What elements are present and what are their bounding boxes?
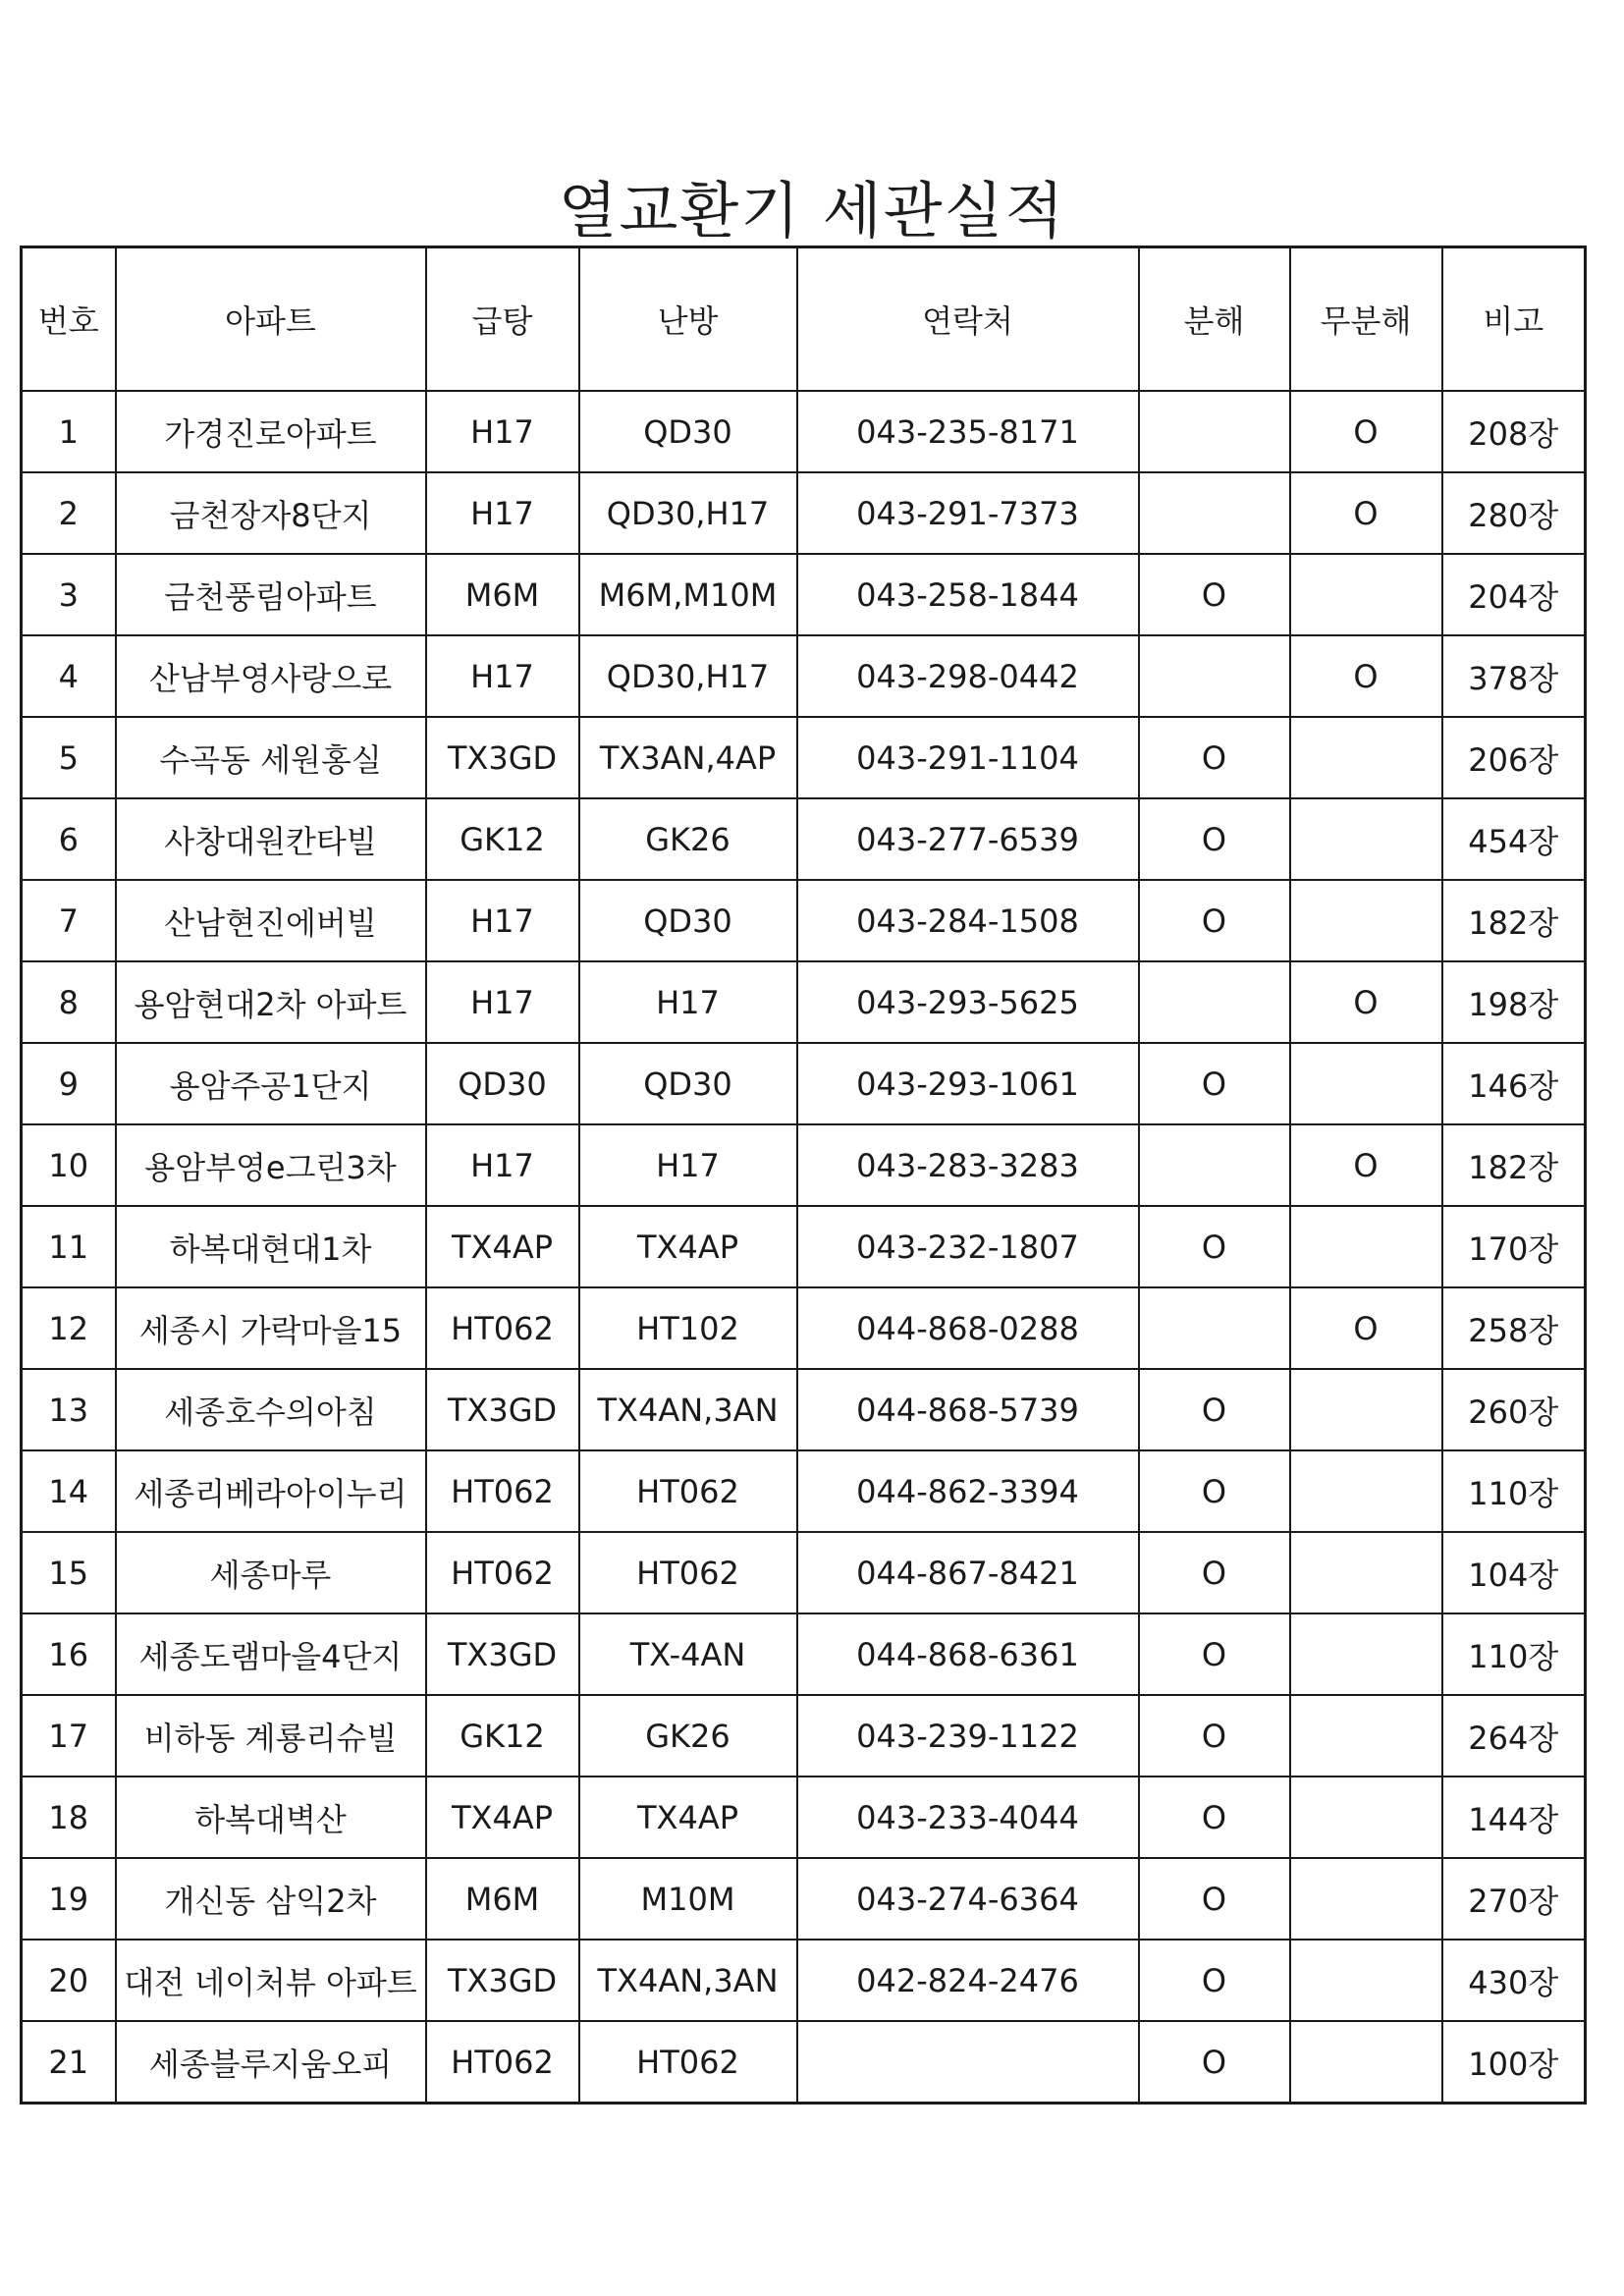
- cell-hot-water: H17: [426, 961, 579, 1043]
- cell-no-disassembly: [1290, 1450, 1442, 1532]
- cell-contact: 043-284-1508: [797, 880, 1139, 961]
- cell-contact: 043-235-8171: [797, 391, 1139, 472]
- column-header-no-disassembly: 무분해: [1290, 247, 1442, 392]
- column-header-disassembly: 분해: [1139, 247, 1290, 392]
- cell-number: 13: [22, 1369, 116, 1450]
- cell-apartment: 산남부영사랑으로: [116, 635, 426, 717]
- cell-no-disassembly: [1290, 798, 1442, 880]
- cell-no-disassembly: [1290, 1369, 1442, 1450]
- cell-hot-water: H17: [426, 472, 579, 554]
- cell-note: 280장: [1442, 472, 1586, 554]
- column-header-apartment: 아파트: [116, 247, 426, 392]
- cell-number: 20: [22, 1940, 116, 2021]
- cell-disassembly: O: [1139, 798, 1290, 880]
- cell-number: 18: [22, 1777, 116, 1858]
- cell-apartment: 금천풍림아파트: [116, 554, 426, 635]
- table-row: [22, 961, 1586, 1043]
- cell-disassembly: [1139, 1287, 1290, 1369]
- table-row: [22, 554, 1586, 635]
- table-row: [22, 1450, 1586, 1532]
- cell-hot-water: H17: [426, 391, 579, 472]
- cell-contact: 043-233-4044: [797, 1777, 1139, 1858]
- table-row: [22, 717, 1586, 798]
- cell-heating: HT102: [579, 1287, 797, 1369]
- cell-disassembly: O: [1139, 1369, 1290, 1450]
- cell-heating: QD30: [579, 391, 797, 472]
- cell-apartment: 사창대원칸타빌: [116, 798, 426, 880]
- cell-note: 170장: [1442, 1206, 1586, 1287]
- cell-number: 11: [22, 1206, 116, 1287]
- cell-contact: 043-291-1104: [797, 717, 1139, 798]
- cell-no-disassembly: [1290, 1206, 1442, 1287]
- cell-disassembly: O: [1139, 1532, 1290, 1613]
- cell-note: 110장: [1442, 1450, 1586, 1532]
- cell-hot-water: HT062: [426, 1532, 579, 1613]
- cell-hot-water: H17: [426, 1124, 579, 1206]
- table-row: [22, 880, 1586, 961]
- cell-note: 204장: [1442, 554, 1586, 635]
- cell-heating: H17: [579, 1124, 797, 1206]
- cell-hot-water: HT062: [426, 1450, 579, 1532]
- cell-apartment: 용암주공1단지: [116, 1043, 426, 1124]
- cell-disassembly: O: [1139, 717, 1290, 798]
- cell-note: 430장: [1442, 1940, 1586, 2021]
- cell-hot-water: QD30: [426, 1043, 579, 1124]
- cell-no-disassembly: O: [1290, 391, 1442, 472]
- cell-apartment: 대전 네이처뷰 아파트: [116, 1940, 426, 2021]
- cell-no-disassembly: [1290, 1532, 1442, 1613]
- cell-no-disassembly: O: [1290, 635, 1442, 717]
- cell-number: 17: [22, 1695, 116, 1777]
- cell-heating: TX3AN,4AP: [579, 717, 797, 798]
- cell-number: 5: [22, 717, 116, 798]
- cell-disassembly: O: [1139, 1695, 1290, 1777]
- cell-contact: 042-824-2476: [797, 1940, 1139, 2021]
- cell-hot-water: HT062: [426, 1287, 579, 1369]
- table-row: [22, 1369, 1586, 1450]
- cell-hot-water: TX4AP: [426, 1777, 579, 1858]
- cell-hot-water: TX3GD: [426, 717, 579, 798]
- table-row: [22, 635, 1586, 717]
- cell-no-disassembly: [1290, 2021, 1442, 2104]
- table-row: [22, 1940, 1586, 2021]
- cell-note: 146장: [1442, 1043, 1586, 1124]
- cell-hot-water: M6M: [426, 1858, 579, 1940]
- cell-no-disassembly: O: [1290, 472, 1442, 554]
- cell-heating: H17: [579, 961, 797, 1043]
- cell-disassembly: O: [1139, 554, 1290, 635]
- table-row: [22, 1695, 1586, 1777]
- cell-heating: TX-4AN: [579, 1613, 797, 1695]
- cell-no-disassembly: O: [1290, 1287, 1442, 1369]
- cell-number: 7: [22, 880, 116, 961]
- cell-heating: M6M,M10M: [579, 554, 797, 635]
- cell-no-disassembly: O: [1290, 961, 1442, 1043]
- cell-heating: TX4AP: [579, 1206, 797, 1287]
- cell-heating: GK26: [579, 1695, 797, 1777]
- cell-apartment: 세종마루: [116, 1532, 426, 1613]
- cell-no-disassembly: [1290, 1613, 1442, 1695]
- cell-contact: 044-862-3394: [797, 1450, 1139, 1532]
- cell-contact: 043-232-1807: [797, 1206, 1139, 1287]
- cell-no-disassembly: [1290, 554, 1442, 635]
- cell-apartment: 개신동 삼익2차: [116, 1858, 426, 1940]
- cell-heating: QD30,H17: [579, 472, 797, 554]
- cell-no-disassembly: [1290, 1777, 1442, 1858]
- cell-note: 104장: [1442, 1532, 1586, 1613]
- table-row: [22, 1777, 1586, 1858]
- cell-contact: 043-293-1061: [797, 1043, 1139, 1124]
- cell-number: 19: [22, 1858, 116, 1940]
- cell-no-disassembly: [1290, 717, 1442, 798]
- cell-apartment: 하복대벽산: [116, 1777, 426, 1858]
- cell-disassembly: [1139, 961, 1290, 1043]
- cell-contact: 043-283-3283: [797, 1124, 1139, 1206]
- cell-heating: TX4AP: [579, 1777, 797, 1858]
- cell-number: 2: [22, 472, 116, 554]
- cell-disassembly: O: [1139, 1450, 1290, 1532]
- cell-apartment: 세종블루지움오피: [116, 2021, 426, 2104]
- cell-note: 198장: [1442, 961, 1586, 1043]
- cell-no-disassembly: [1290, 1043, 1442, 1124]
- cell-number: 10: [22, 1124, 116, 1206]
- column-header-heating: 난방: [579, 247, 797, 392]
- cell-disassembly: O: [1139, 880, 1290, 961]
- cell-disassembly: O: [1139, 1777, 1290, 1858]
- column-header-note: 비고: [1442, 247, 1586, 392]
- cell-number: 16: [22, 1613, 116, 1695]
- cell-contact: 044-868-5739: [797, 1369, 1139, 1450]
- table-row: [22, 1532, 1586, 1613]
- cell-hot-water: GK12: [426, 1695, 579, 1777]
- cell-number: 15: [22, 1532, 116, 1613]
- cell-hot-water: GK12: [426, 798, 579, 880]
- cell-heating: HT062: [579, 1532, 797, 1613]
- cell-heating: GK26: [579, 798, 797, 880]
- cell-hot-water: TX3GD: [426, 1940, 579, 2021]
- table-row: [22, 1613, 1586, 1695]
- table-row: [22, 1124, 1586, 1206]
- header-row: [22, 247, 1586, 392]
- cell-contact: 043-277-6539: [797, 798, 1139, 880]
- cell-no-disassembly: [1290, 1858, 1442, 1940]
- cell-disassembly: O: [1139, 1043, 1290, 1124]
- cell-apartment: 하복대현대1차: [116, 1206, 426, 1287]
- cell-contact: [797, 2021, 1139, 2104]
- cell-no-disassembly: [1290, 1940, 1442, 2021]
- table-row: [22, 391, 1586, 472]
- cell-apartment: 수곡동 세원홍실: [116, 717, 426, 798]
- cell-heating: TX4AN,3AN: [579, 1369, 797, 1450]
- cell-contact: 044-868-6361: [797, 1613, 1139, 1695]
- table-row: [22, 2021, 1586, 2104]
- cell-note: 270장: [1442, 1858, 1586, 1940]
- cell-heating: QD30: [579, 880, 797, 961]
- cell-heating: HT062: [579, 2021, 797, 2104]
- cell-no-disassembly: O: [1290, 1124, 1442, 1206]
- column-header-contact: 연락처: [797, 247, 1139, 392]
- cell-note: 206장: [1442, 717, 1586, 798]
- cell-apartment: 비하동 계룡리슈빌: [116, 1695, 426, 1777]
- cell-note: 208장: [1442, 391, 1586, 472]
- cell-contact: 043-298-0442: [797, 635, 1139, 717]
- cell-number: 6: [22, 798, 116, 880]
- table-body: [22, 391, 1586, 2104]
- table-row: [22, 1043, 1586, 1124]
- cell-apartment: 세종시 가락마을15: [116, 1287, 426, 1369]
- cell-number: 4: [22, 635, 116, 717]
- cell-disassembly: O: [1139, 1613, 1290, 1695]
- cell-number: 9: [22, 1043, 116, 1124]
- cell-apartment: 용암현대2차 아파트: [116, 961, 426, 1043]
- page-title: 열교환기 세관실적: [558, 175, 1066, 246]
- table-row: [22, 1206, 1586, 1287]
- cell-hot-water: TX3GD: [426, 1613, 579, 1695]
- cell-disassembly: [1139, 1124, 1290, 1206]
- cell-note: 258장: [1442, 1287, 1586, 1369]
- cell-hot-water: H17: [426, 635, 579, 717]
- cell-no-disassembly: [1290, 880, 1442, 961]
- cell-apartment: 금천장자8단지: [116, 472, 426, 554]
- cell-number: 8: [22, 961, 116, 1043]
- cell-hot-water: TX3GD: [426, 1369, 579, 1450]
- cell-disassembly: O: [1139, 1940, 1290, 2021]
- cell-number: 1: [22, 391, 116, 472]
- cell-hot-water: TX4AP: [426, 1206, 579, 1287]
- cell-disassembly: O: [1139, 1858, 1290, 1940]
- results-table: [20, 246, 1587, 2105]
- cell-hot-water: H17: [426, 880, 579, 961]
- column-header-hot-water: 급탕: [426, 247, 579, 392]
- table-row: [22, 472, 1586, 554]
- cell-apartment: 가경진로아파트: [116, 391, 426, 472]
- cell-disassembly: [1139, 472, 1290, 554]
- cell-disassembly: O: [1139, 1206, 1290, 1287]
- cell-disassembly: [1139, 635, 1290, 717]
- table-row: [22, 798, 1586, 880]
- cell-note: 378장: [1442, 635, 1586, 717]
- cell-contact: 043-239-1122: [797, 1695, 1139, 1777]
- cell-disassembly: [1139, 391, 1290, 472]
- cell-note: 454장: [1442, 798, 1586, 880]
- cell-note: 100장: [1442, 2021, 1586, 2104]
- cell-apartment: 세종도램마을4단지: [116, 1613, 426, 1695]
- cell-heating: QD30,H17: [579, 635, 797, 717]
- table-row: [22, 1287, 1586, 1369]
- cell-number: 14: [22, 1450, 116, 1532]
- cell-contact: 044-868-0288: [797, 1287, 1139, 1369]
- cell-no-disassembly: [1290, 1695, 1442, 1777]
- cell-contact: 043-293-5625: [797, 961, 1139, 1043]
- cell-hot-water: M6M: [426, 554, 579, 635]
- cell-apartment: 산남현진에버빌: [116, 880, 426, 961]
- cell-apartment: 세종리베라아이누리: [116, 1450, 426, 1532]
- cell-contact: 043-291-7373: [797, 472, 1139, 554]
- cell-note: 144장: [1442, 1777, 1586, 1858]
- cell-note: 182장: [1442, 880, 1586, 961]
- cell-heating: TX4AN,3AN: [579, 1940, 797, 2021]
- cell-number: 3: [22, 554, 116, 635]
- cell-note: 260장: [1442, 1369, 1586, 1450]
- cell-apartment: 용암부영e그린3차: [116, 1124, 426, 1206]
- cell-contact: 043-258-1844: [797, 554, 1139, 635]
- table-row: [22, 1858, 1586, 1940]
- cell-number: 12: [22, 1287, 116, 1369]
- cell-disassembly: O: [1139, 2021, 1290, 2104]
- cell-note: 110장: [1442, 1613, 1586, 1695]
- cell-heating: M10M: [579, 1858, 797, 1940]
- cell-note: 182장: [1442, 1124, 1586, 1206]
- cell-note: 264장: [1442, 1695, 1586, 1777]
- cell-contact: 044-867-8421: [797, 1532, 1139, 1613]
- cell-apartment: 세종호수의아침: [116, 1369, 426, 1450]
- cell-heating: QD30: [579, 1043, 797, 1124]
- column-header-number: 번호: [22, 247, 116, 392]
- cell-hot-water: HT062: [426, 2021, 579, 2104]
- cell-number: 21: [22, 2021, 116, 2104]
- cell-contact: 043-274-6364: [797, 1858, 1139, 1940]
- cell-heating: HT062: [579, 1450, 797, 1532]
